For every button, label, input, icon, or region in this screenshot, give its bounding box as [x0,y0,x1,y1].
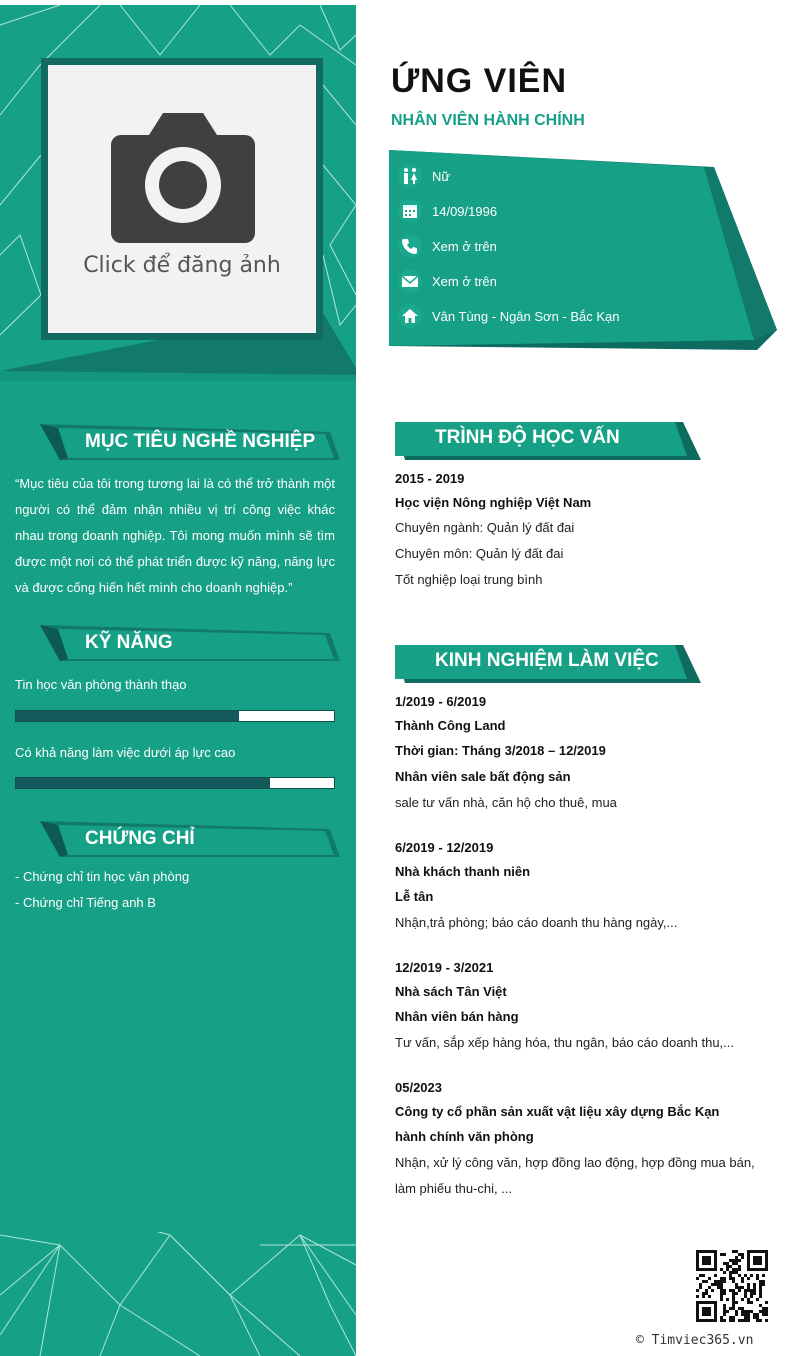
exp-desc: Nhận, xử lý công văn, hợp đồng lao động, hợp đồng mua bán, [395,1155,755,1170]
skill-label: Có khả năng làm việc dưới áp lực cao [15,745,236,760]
objective-text: “Mục tiêu của tôi trong tương lai là có thể trở thành một người có thể đảm nhận nhiều vị trí công việc khác nhau trong doanh nghiệp. Tôi mong muốn mình sẽ tìm được một nơi có thể phát triển được kỹ năng, năng lực và được cống hiến hết mình cho doanh nghiệp.” [15,476,335,595]
calendar-icon [398,199,422,223]
objective-heading-label: MỤC TIÊU NGHỀ NGHIỆP [85,431,316,452]
education-school: Học viện Nông nghiệp Việt Nam [395,495,592,510]
photo-upload[interactable] [48,65,316,333]
certificates-heading-label: CHỨNG CHỈ [85,828,195,849]
exp-desc: sale tư vấn nhà, căn hộ cho thuê, mua [395,795,617,810]
skill-bar [15,777,335,789]
email-value: Xem ở trên [432,274,497,289]
birthday-value: 14/09/1996 [432,204,498,219]
exp-period: 05/2023 [395,1080,442,1095]
exp-company: Nhà khách thanh niên [395,864,531,879]
skill-bar-fill [16,778,270,788]
education-heading [395,420,705,462]
gender-icon [398,164,422,188]
exp-period: 12/2019 - 3/2021 [395,960,494,975]
left-column [0,5,356,1356]
exp-period: 1/2019 - 6/2019 [395,694,487,709]
objective-heading [40,422,340,464]
skills-heading-label: KỸ NĂNG [85,632,173,653]
photo-caption: Click để đăng ảnh [83,253,281,278]
skill-bar [15,710,335,722]
gender-value: Nữ [432,169,451,184]
photo-frame [41,58,323,340]
education-major: Chuyên ngành: Quản lý đất đai [395,520,575,535]
address-value: Vân Tùng - Ngân Sơn - Bắc Kạn [432,309,620,324]
mail-icon [398,269,422,293]
exp-period: 6/2019 - 12/2019 [395,840,494,855]
copyright: © Timviec365.vn [636,1333,754,1348]
experience-heading-label: KINH NGHIỆM LÀM VIỆC [435,650,659,671]
exp-desc: Tư vấn, sắp xếp hàng hóa, thu ngân, báo cáo doanh thu,... [395,1035,735,1050]
education-subject: Chuyên môn: Quản lý đất đai [395,546,564,561]
exp-position: Nhân viên sale bất động sản [395,769,571,784]
exp-company: Công ty cổ phần sản xuất vật liệu xây dựng Bắc Kạn [395,1104,720,1119]
exp-desc: làm phiếu thu-chi, ... [395,1181,513,1196]
skills-heading [40,623,340,665]
home-icon [398,304,422,328]
exp-extra: Thời gian: Tháng 3/2018 – 12/2019 [395,743,606,758]
certificates-heading [40,819,340,861]
certificate-item: - Chứng chỉ Tiếng anh B [15,895,156,910]
exp-position: hành chính văn phòng [395,1129,534,1144]
education-period: 2015 - 2019 [395,471,465,486]
qr-code-icon [696,1250,768,1322]
exp-desc: Nhận,trả phòng; báo cáo doanh thu hàng ngày,... [395,915,678,930]
phone-icon [398,234,422,258]
phone-value: Xem ở trên [432,239,497,254]
job-title: NHÂN VIÊN HÀNH CHÍNH [391,112,585,129]
certificate-item: - Chứng chỉ tin học văn phòng [15,869,190,884]
skill-bar-fill [16,711,239,721]
experience-heading [395,643,705,685]
exp-position: Lễ tân [395,889,434,904]
education-grade: Tốt nghiệp loại trung bình [395,572,543,587]
skill-label: Tin học văn phòng thành thạo [15,677,187,692]
education-heading-label: TRÌNH ĐỘ HỌC VẤN [435,427,620,448]
exp-position: Nhân viên bán hàng [395,1009,519,1024]
camera-icon [103,105,263,245]
exp-company: Nhà sách Tân Việt [395,984,507,999]
candidate-name: ỨNG VIÊN [391,62,568,100]
exp-company: Thành Công Land [395,718,506,733]
